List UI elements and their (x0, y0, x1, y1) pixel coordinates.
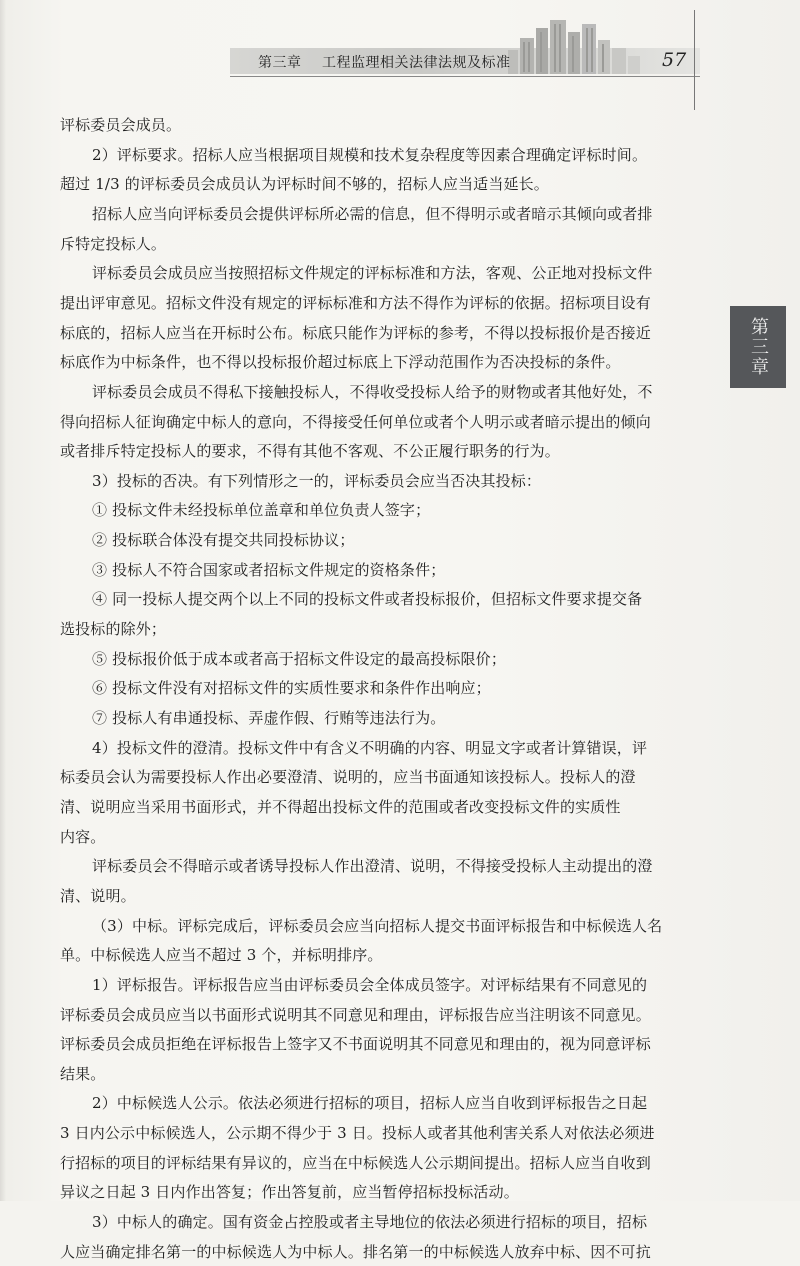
body-line: 标委员会认为需要投标人作出必要澄清、说明的，应当书面通知该投标人。投标人的澄 (60, 768, 636, 787)
body-line: 标底作为中标条件，也不得以投标报价超过标底上下浮动范围作为否决投标的条件。 (60, 353, 621, 372)
running-header (230, 42, 700, 76)
body-line: ⑥ 投标文件没有对招标文件的实质性要求和条件作出响应； (92, 679, 491, 698)
body-line: 招标人应当向评标委员会提供评标所必需的信息，但不得明示或者暗示其倾向或者排 (92, 204, 653, 223)
body-line: 单。中标候选人应当不超过 3 个，并标明排序。 (60, 946, 383, 965)
body-line: ② 投标联合体没有提交共同投标协议； (92, 531, 355, 550)
body-line: 超过 1/3 的评标委员会成员认为评标时间不够的，招标人应当适当延长。 (60, 175, 549, 194)
body-line: 提出评审意见。招标文件没有规定的评标标准和方法不得作为评标的依据。招标项目设有 (60, 293, 651, 312)
page-number: 57 (662, 49, 687, 71)
body-line: ⑤ 投标报价低于成本或者高于招标文件设定的最高投标限价； (92, 649, 506, 668)
body-line: ③ 投标人不符合国家或者招标文件规定的资格条件； (92, 560, 446, 579)
body-line: 评标委员会成员应当以书面形式说明其不同意见和理由，评标报告应当注明该不同意见。 (60, 1005, 651, 1024)
body-line: ⑦ 投标人有串通投标、弄虚作假、行贿等违法行为。 (92, 709, 446, 727)
header-title: 工程监理相关法律法规及标准 (322, 55, 511, 71)
body-line: 2）中标候选人公示。依法必须进行招标的项目，招标人应当自收到评标报告之日起 (92, 1094, 648, 1113)
body-line: ① 投标文件未经投标单位盖章和单位负责人签字； (92, 501, 431, 520)
header-rule (230, 76, 700, 77)
header-chapter: 第三章 (258, 55, 302, 71)
body-line: 4）投标文件的澄清。投标文件中有含义不明确的内容、明显文字或者计算错误，评 (92, 738, 648, 757)
body-line: 斥特定投标人。 (60, 234, 167, 253)
body-line: 标底的，招标人应当在开标时公布。标底只能作为评标的参考，不得以投标报价是否接近 (60, 323, 651, 342)
body-line: 3）中标人的确定。国有资金占控股或者主导地位的依法必须进行招标的项目，招标 (92, 1213, 648, 1232)
body-line: 得向招标人征询确定中标人的意向，不得接受任何单位或者个人明示或者暗示提出的倾向 (60, 412, 651, 431)
margin-rule (694, 10, 695, 110)
body-line: 清、说明应当采用书面形式，并不得超出投标文件的范围或者改变投标文件的实质性 (60, 797, 621, 816)
body-line: 清、说明。 (60, 886, 136, 905)
body-line: 结果。 (60, 1064, 106, 1083)
body-line: 内容。 (60, 827, 106, 846)
body-line: 评标委员会成员应当按照招标文件规定的评标标准和方法，客观、公正地对投标文件 (92, 264, 653, 283)
body-line: 3）投标的否决。有下列情形之一的，评标委员会应当否决其投标： (92, 471, 542, 490)
body-line: 3 日内公示中标候选人，公示期不得少于 3 日。投标人或者其他利害关系人对依法必须进 (60, 1124, 655, 1143)
chapter-side-tab-label: 第三章 (748, 317, 769, 377)
body-line: 或者排斥特定投标人的要求，不得有其他不客观、不公正履行职务的行为。 (60, 442, 560, 461)
body-line: 人应当确定排名第一的中标候选人为中标人。排名第一的中标候选人放弃中标、因不可抗 (60, 1242, 651, 1261)
body-line: 评标委员会不得暗示或者诱导投标人作出澄清、说明，不得接受投标人主动提出的澄 (92, 857, 653, 876)
body-line: 评标委员会成员。 (60, 116, 182, 134)
body-line: 异议之日起 3 日内作出答复；作出答复前，应当暂停招标投标活动。 (60, 1183, 519, 1202)
body-line: 评标委员会成员不得私下接触投标人，不得收受投标人给予的财物或者其他好处，不 (92, 382, 653, 401)
chapter-side-tab (730, 306, 786, 388)
body-line: （3）中标。评标完成后，评标委员会应当向招标人提交书面评标报告和中标候选人名 (92, 916, 663, 935)
body-line: 评标委员会成员拒绝在评标报告上签字又不书面说明其不同意见和理由的，视为同意评标 (60, 1035, 651, 1054)
scan-shadow (0, 0, 6, 1201)
header-buildings-illustration (500, 20, 650, 74)
body-line: 2）评标要求。招标人应当根据项目规模和技术复杂程度等因素合理确定评标时间。 (92, 145, 648, 164)
body-line: 选投标的除外； (60, 620, 167, 639)
body-line: 1）评标报告。评标报告应当由评标委员会全体成员签字。对评标结果有不同意见的 (92, 975, 648, 994)
body-line: ④ 同一投标人提交两个以上不同的投标文件或者投标报价，但招标文件要求提交备 (92, 590, 643, 609)
body-line: 行招标的项目的评标结果有异议的，应当在中标候选人公示期间提出。招标人应当自收到 (60, 1153, 651, 1172)
